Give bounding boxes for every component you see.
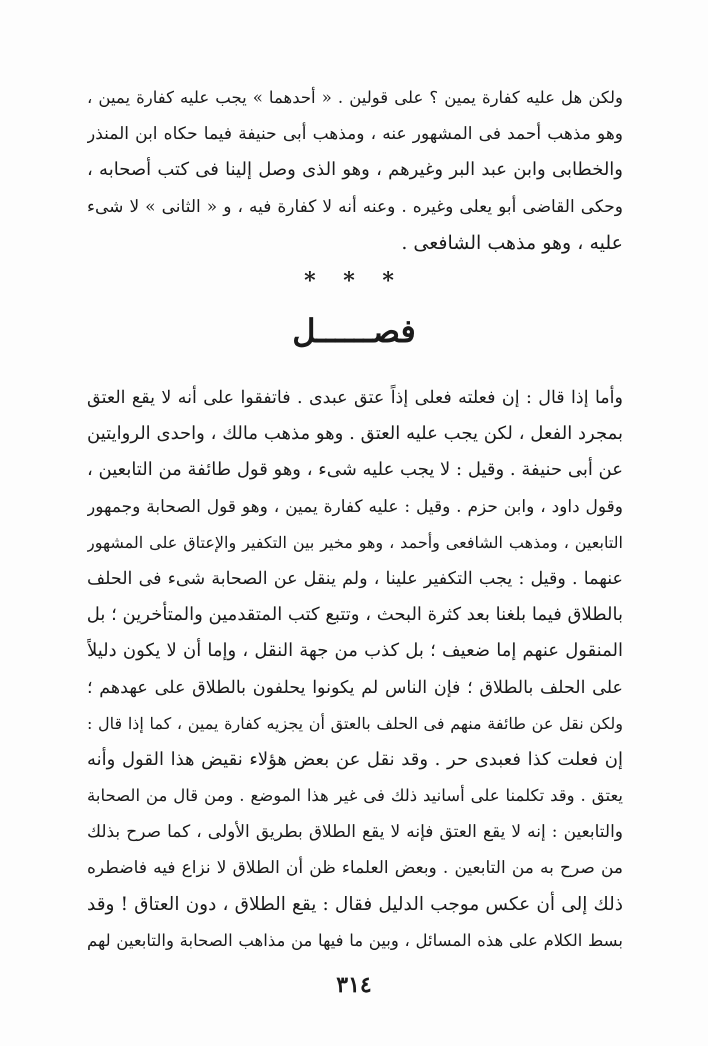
text-line: بمجرد الفعل ، لكن يجب عليه العتق . وهو مذهب مالك ، واحدى الروايتين [87,423,623,445]
page-number: ٣١٤ [336,972,372,998]
text-line: وقول داود ، وابن حزم . وقيل : عليه كفارة يمين ، وهو قول الصحابة وجمهور [87,496,623,517]
text-line: على الحلف بالطلاق ؛ فإن الناس لم يكونوا يحلفون بالطلاق على عهدهم ؛ [87,677,623,698]
text-line: والتابعين : إنه لا يقع العتق فإنه لا يقع الطلاق بطريق الأولى ، كما صرح بذلك [87,822,623,843]
text-line: المنقول عنهم إما ضعيف ؛ بل كذب من جهة النقل ، وإما أن لا يكون دليلاً [87,640,623,662]
text-line: بسط الكلام على هذه المسائل ، وبين ما فيها من مذاهب الصحابة والتابعين لهم [87,930,623,950]
section-heading: فصــــــل [292,312,416,350]
section-separator: * * * [304,268,404,294]
text-line: يعتق . وقد تكلمنا على أسانيد ذلك فى غير هذا الموضع . ومن قال من الصحابة [87,786,623,806]
text-line: عليه ، وهو مذهب الشافعى . [401,231,623,254]
top-paragraph [87,80,623,261]
text-line: ولكن نقل عن طائفة منهم فى الحلف بالعتق أن يجزيه كفارة يمين ، كما إذا قال : [87,713,623,733]
text-line: إن فعلت كذا فعبدى حر . وقد نقل عن بعض هؤلاء نقيض هذا القول وأنه [87,748,623,770]
text-line: ولكن هل عليه كفارة يمين ؟ على قولين . « أحدهما » يجب عليه كفارة يمين ، [87,88,623,107]
text-line: وأما إذا قال : إن فعلته فعلى إذاً عتق عبدى . فاتفقوا على أنه لا يقع العتق [87,388,623,408]
text-line: عنهما . وقيل : يجب التكفير علينا ، ولم ينقل عن الصحابة شىء فى الحلف [87,568,623,589]
text-line: وهو مذهب أحمد فى المشهور عنه ، ومذهب أبى حنيفة فيما حكاه ابن المنذر [87,124,623,145]
text-line: والخطابى وابن عبد البر وغيرهم ، وهو الذى وصل إلينا فى كتب أصحابه ، [87,159,623,181]
main-paragraph [87,380,623,959]
text-line: التابعين ، ومذهب الشافعى وأحمد ، وهو مخير بين التكفير والإعتاق على المشهور [87,532,623,552]
text-line: بالطلاق فيما بلغنا بعد كثرة البحث ، وتتبع كتب المتقدمين والمتأخرين ؛ بل [87,604,623,626]
text-line: عن أبى حنيفة . وقيل : لا يجب عليه شىء ، وهو قول طائفة من التابعين ، [87,459,623,481]
text-line: من صرح به من التابعين . وبعض العلماء ظن أن الطلاق لا نزاع فيه فاضطره [87,858,623,879]
text-line: ذلك إلى أن عكس موجب الدليل فقال : يقع الطلاق ، دون العتاق ! وقد [87,893,623,915]
text-line: وحكى القاضى أبو يعلى وغيره . وعنه أنه لا كفارة فيه ، و « الثانى » لا شىء [87,196,623,217]
